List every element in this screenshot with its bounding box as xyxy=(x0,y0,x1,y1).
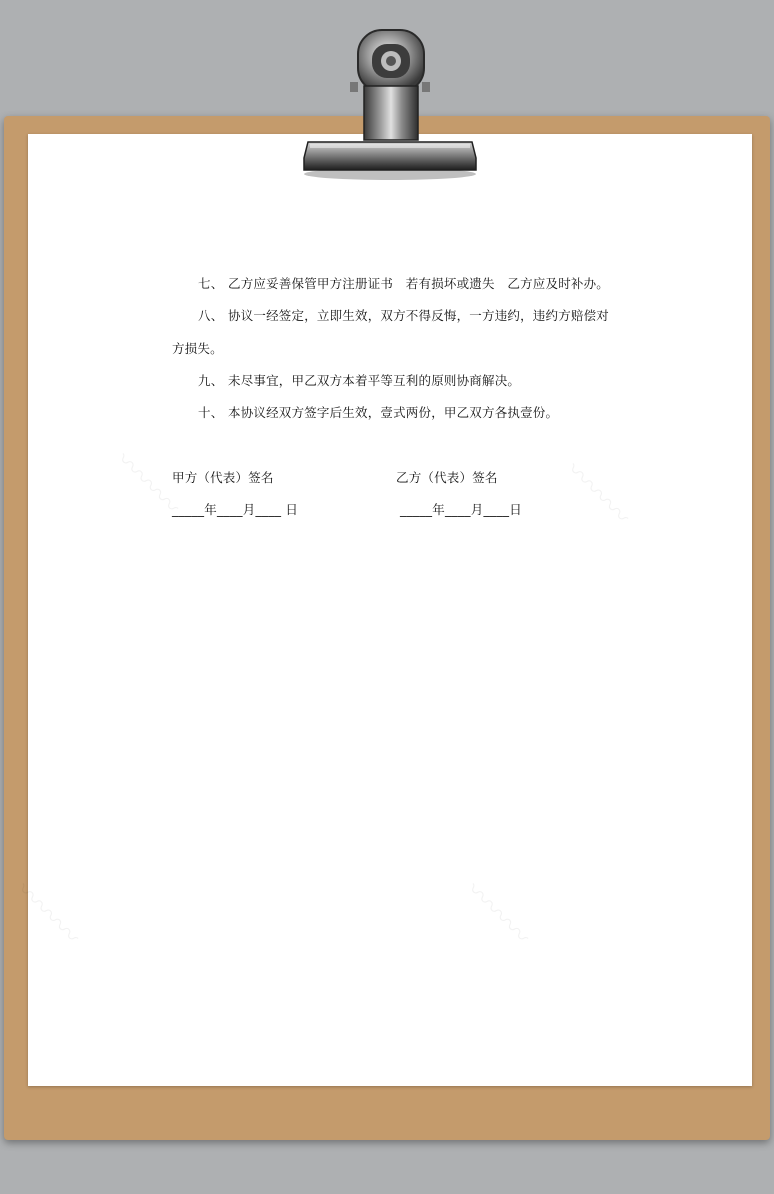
clause-number: 八、 xyxy=(198,308,224,323)
watermark-icon: 〰〰〰 xyxy=(9,876,86,953)
clause-text: 乙方应妥善保管甲方注册证书 若有损坏或遗失 乙方应及时补办。 xyxy=(228,276,610,291)
clause-text: 本协议经双方签字后生效，壹式两份，甲乙双方各执壹份。 xyxy=(228,405,559,420)
party-b-signature-label: 乙方（代表）签名 xyxy=(396,470,498,485)
party-a-signature-label: 甲方（代表）签名 xyxy=(172,470,274,485)
clause-number: 七、 xyxy=(198,276,224,291)
watermark-icon: 〰〰〰 xyxy=(459,876,536,953)
binder-clip-icon xyxy=(300,24,480,184)
clause-number: 九、 xyxy=(198,373,224,388)
clause-continuation: 方损失。 xyxy=(172,341,223,356)
document-page xyxy=(9,134,752,1086)
clause-text: 协议一经签定，立即生效，双方不得反悔，一方违约，违约方赔偿对 xyxy=(228,308,610,323)
party-b-date-line: _____年____月____日 xyxy=(400,502,522,517)
party-a-date-line: _____年____月____ 日 xyxy=(172,502,299,517)
watermark-icon: 〰〰〰 xyxy=(109,446,186,523)
watermark-icon: 〰〰〰 xyxy=(559,456,636,533)
clause-number: 十、 xyxy=(198,405,224,420)
clause-text: 未尽事宜，甲乙双方本着平等互利的原则协商解决。 xyxy=(228,373,521,388)
